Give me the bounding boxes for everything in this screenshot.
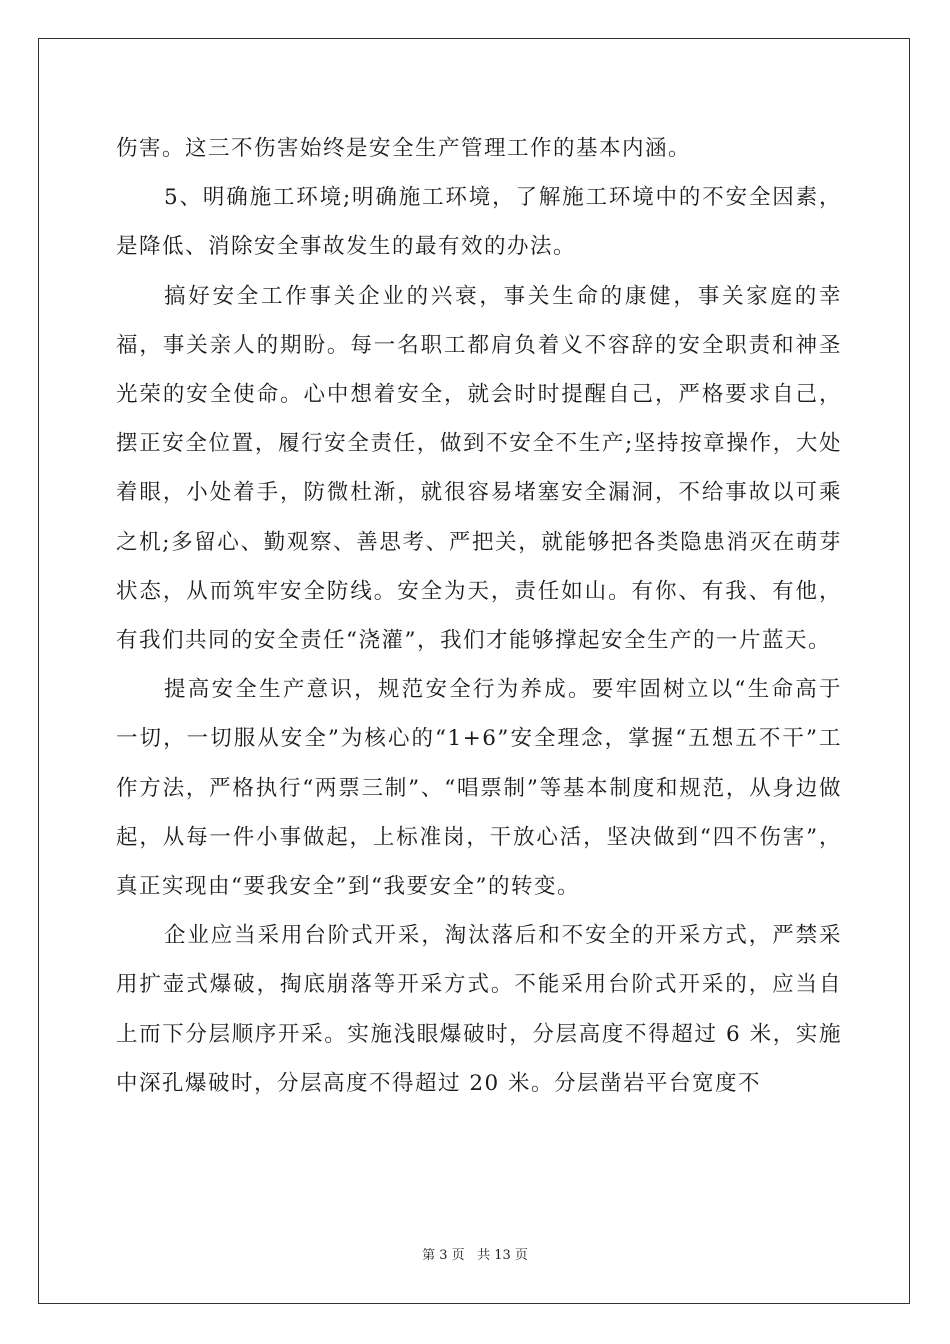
page-number: 第 3 页 [422, 1248, 465, 1263]
paragraph-5: 企业应当采用台阶式开采，淘汰落后和不安全的开采方式，严禁采用扩壶式爆破，掏底崩落等开采方式。不能采用台阶式开采的，应当自上而下分层顺序开采。实施浅眼爆破时，分层高度不得超过 6 米，实施中深孔爆破时，分层高度不得超过 20 米。分层凿岩平台宽度不 [116, 923, 842, 1096]
page-total: 共 13 页 [477, 1248, 528, 1263]
paragraph-3: 搞好安全工作事关企业的兴衰，事关生命的康健，事关家庭的幸福，事关亲人的期盼。每一名职工都肩负着义不容辞的安全职责和神圣光荣的安全使命。心中想着安全，就会时时提醒自己，严格要求自己，摆正安全位置，履行安全责任，做到不安全不生产;坚持按章操作，大处着眼，小处着手，防微杜渐，就很容易堵塞安全漏洞，不给事故以可乘之机;多留心、勤观察、善思考、严把关，就能够把各类隐患消灭在萌芽状态，从而筑牢安全防线。安全为天，责任如山。有你、有我、有他，有我们共同的安全责任“浇灌”，我们才能够撑起安全生产的一片蓝天。 [116, 283, 842, 654]
paragraph-4: 提高安全生产意识，规范安全行为养成。要牢固树立以“生命高于一切，一切服从安全”为核心的“1+6”安全理念，掌握“五想五不干”工作方法，严格执行“两票三制”、“唱票制”等基本制度和规范，从身边做起，从每一件小事做起，上标准岗，干放心活，坚决做到“四不伤害”，真正实现由“要我安全”到“我要安全”的转变。 [116, 677, 842, 900]
document-body [116, 124, 842, 1108]
page-footer [0, 1244, 950, 1263]
paragraph-1: 伤害。这三不伤害始终是安全生产管理工作的基本内涵。 [116, 136, 692, 161]
paragraph-2: 5、明确施工环境;明确施工环境，了解施工环境中的不安全因素，是降低、消除安全事故发生的最有效的办法。 [116, 185, 842, 260]
